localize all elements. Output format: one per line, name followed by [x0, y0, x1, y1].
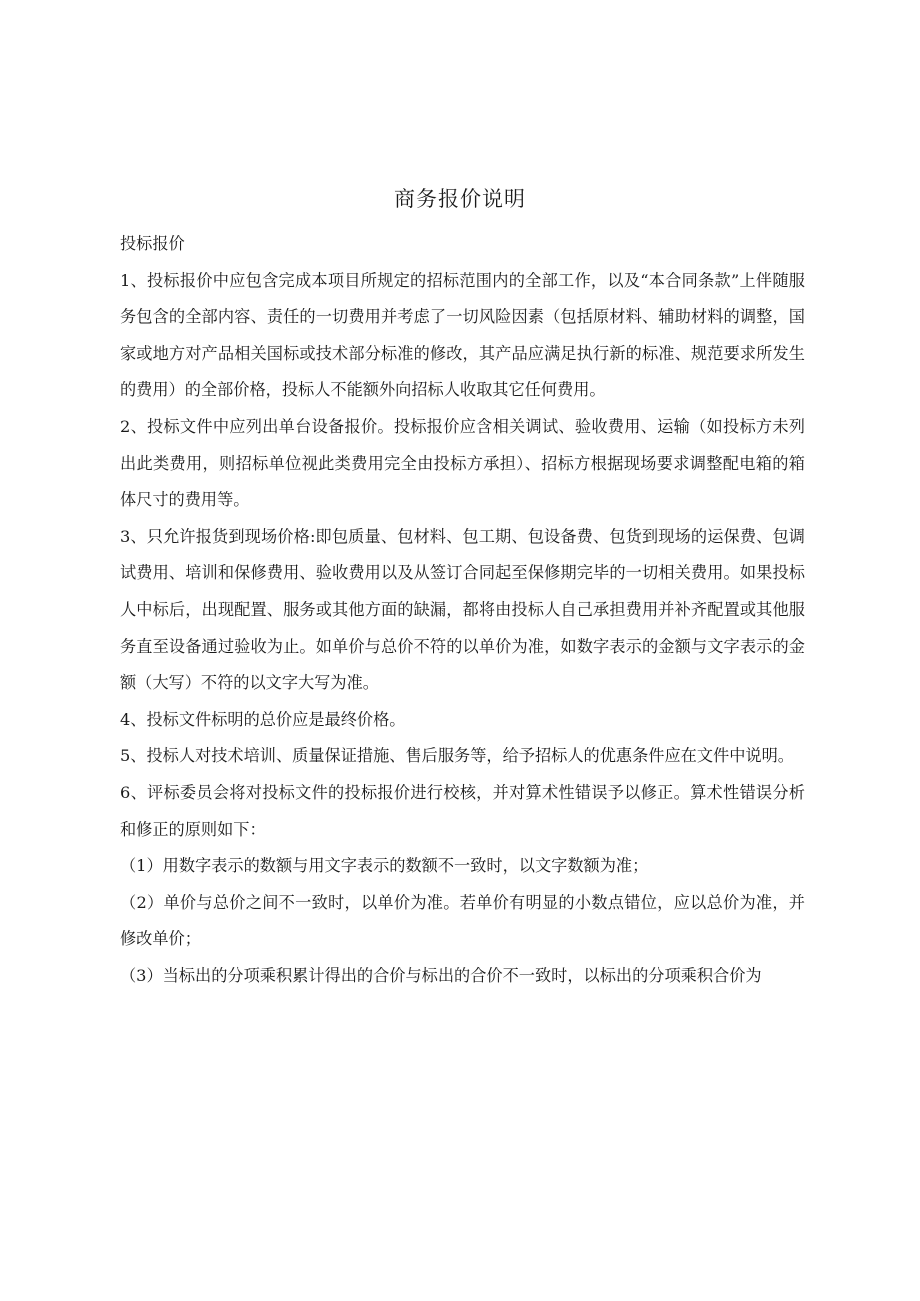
- paragraph-6: 6、评标委员会将对投标文件的投标报价进行校核，并对算术性错误予以修正。算术性错误分析和修正的原则如下：: [120, 782, 805, 839]
- rule-item-3: （3）当标出的分项乘积累计得出的合价与标出的合价不一致时，以标出的分项乘积合价为: [120, 965, 762, 985]
- section-heading: 投标报价: [120, 234, 185, 253]
- page-title: 商务报价说明: [394, 187, 526, 211]
- document-body: [120, 226, 805, 994]
- rule-item-2: （2）单价与总价之间不一致时，以单价为准。若单价有明显的小数点错位，应以总价为准，并修改单价；: [120, 892, 805, 949]
- paragraph-3: 3、只允许报货到现场价格:即包质量、包材料、包工期、包设备费、包货到现场的运保费、包调试费用、培训和保修费用、验收费用以及从签订合同起至保修期完毕的一切相关费用。如果投标人中标后，出现配置、服务或其他方面的缺漏，都将由投标人自己承担费用并补齐配置或其他服务直至设备通过验收为止。如单价与总价不符的以单价为准，如数字表示的金额与文字表示的金额（大写）不符的以文字大写为准。: [120, 526, 805, 693]
- paragraph-4: 4、投标文件标明的总价应是最终价格。: [120, 709, 406, 729]
- paragraph-5: 5、投标人对技术培训、质量保证措施、售后服务等，给予招标人的优惠条件应在文件中说明。: [120, 746, 794, 766]
- rule-item-1: （1）用数字表示的数额与用文字表示的数额不一致时，以文字数额为准；: [120, 856, 649, 876]
- paragraph-2: 2、投标文件中应列出单台设备报价。投标报价应含相关调试、验收费用、运输（如投标方未列出此类费用，则招标单位视此类费用完全由投标方承担）、招标方根据现场要求调整配电箱的箱体尺寸的费用等。: [120, 416, 805, 510]
- paragraph-1: 1、投标报价中应包含完成本项目所规定的招标范围内的全部工作，以及“本合同条款”上伴随服务包含的全部内容、责任的一切费用并考虑了一切风险因素（包括原材料、辅助材料的调整，国家或地方对产品相关国标或技术部分标准的修改，其产品应满足执行新的标准、规范要求所发生的费用）的全部价格，投标人不能额外向招标人收取其它任何费用。: [120, 270, 805, 400]
